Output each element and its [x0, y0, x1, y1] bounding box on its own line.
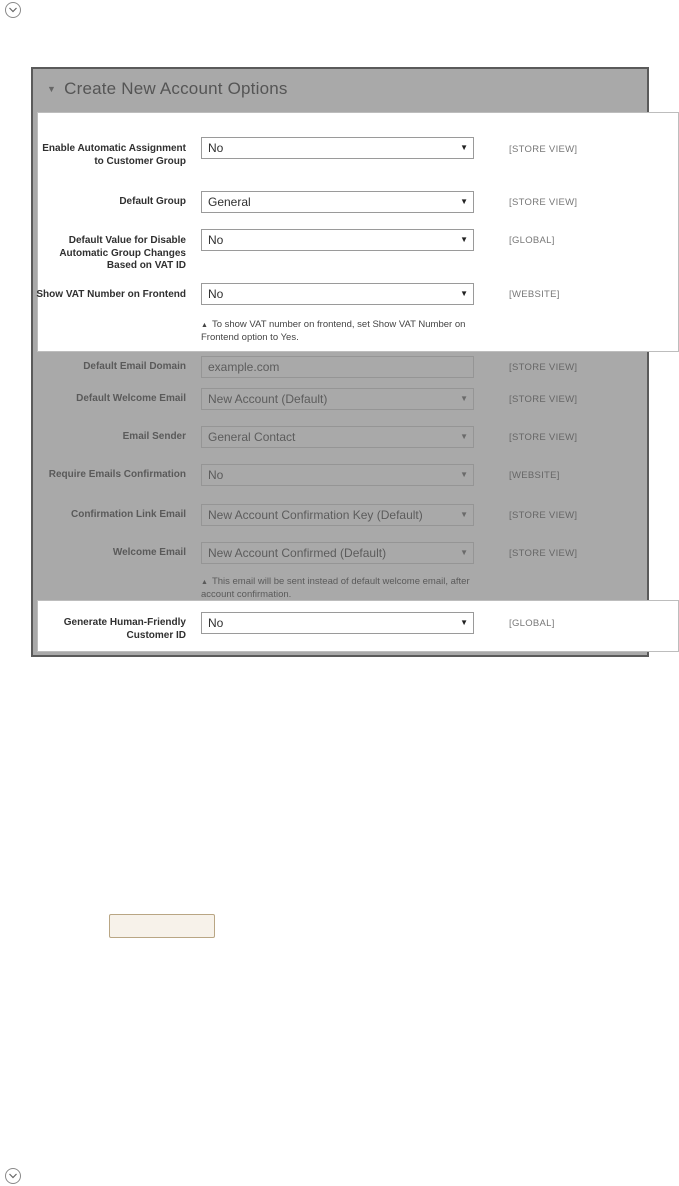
- scope-label: [STORE VIEW]: [509, 432, 578, 443]
- select-value: No: [208, 287, 224, 301]
- dropdown-arrow-icon: ▼: [460, 470, 468, 479]
- note-text: This email will be sent instead of default welcome email, after account confirmation.: [201, 576, 470, 600]
- scope-label: [STORE VIEW]: [509, 548, 578, 559]
- panel-header[interactable]: [47, 79, 288, 99]
- select-value: New Account Confirmed (Default): [208, 546, 387, 560]
- select-value: No: [208, 616, 224, 630]
- field-label: Confirmation Link Email: [70, 509, 186, 520]
- input-value: example.com: [208, 360, 280, 374]
- default-email-domain-input[interactable]: [201, 356, 474, 378]
- dropdown-arrow-icon: ▼: [460, 197, 468, 206]
- field-label: Enable Automatic Assignment to Customer Group: [42, 143, 186, 167]
- disable-group-changes-select[interactable]: [201, 229, 474, 251]
- scope-label: [STORE VIEW]: [509, 510, 578, 521]
- field-label: Default Email Domain: [83, 361, 186, 372]
- dropdown-arrow-icon: ▼: [460, 235, 468, 244]
- dropdown-arrow-icon: ▼: [460, 143, 468, 152]
- welcome-email-select[interactable]: [201, 542, 474, 564]
- scope-label: [STORE VIEW]: [509, 197, 578, 208]
- dropdown-arrow-icon: ▼: [460, 432, 468, 441]
- select-value: New Account Confirmation Key (Default): [208, 508, 423, 522]
- note-text: To show VAT number on frontend, set Show VAT Number on Frontend option to Yes.: [201, 319, 466, 343]
- confirmation-link-email-select[interactable]: [201, 504, 474, 526]
- select-value: General Contact: [208, 430, 296, 444]
- dropdown-arrow-icon: ▼: [460, 510, 468, 519]
- scope-label: [STORE VIEW]: [509, 394, 578, 405]
- show-vat-number-select[interactable]: [201, 283, 474, 305]
- small-button[interactable]: [109, 914, 215, 938]
- field-note: [201, 576, 481, 601]
- select-value: General: [208, 195, 251, 209]
- field-label: Require Emails Confirmation: [48, 469, 186, 480]
- scope-label: [STORE VIEW]: [509, 144, 578, 155]
- generate-human-friendly-id-select[interactable]: [201, 612, 474, 634]
- scope-label: [WEBSITE]: [509, 470, 560, 481]
- chevron-down-circle-icon[interactable]: [5, 1168, 21, 1184]
- field-label: Default Value for Disable Automatic Group Changes Based on VAT ID: [59, 235, 186, 271]
- field-label: Default Group: [119, 196, 186, 207]
- select-value: No: [208, 141, 224, 155]
- dropdown-arrow-icon: ▼: [460, 548, 468, 557]
- select-value: No: [208, 468, 224, 482]
- create-new-account-options-panel: [31, 67, 649, 657]
- collapse-triangle-icon: ▼: [47, 84, 57, 94]
- panel-title: Create New Account Options: [64, 79, 288, 98]
- select-value: New Account (Default): [208, 392, 328, 406]
- note-arrow-icon: ▲: [201, 322, 208, 329]
- scope-label: [GLOBAL]: [509, 235, 555, 246]
- field-label: Email Sender: [122, 431, 186, 442]
- select-value: No: [208, 233, 224, 247]
- scope-label: [GLOBAL]: [509, 618, 555, 629]
- field-label: Welcome Email: [112, 547, 186, 558]
- field-label: Generate Human-Friendly Customer ID: [63, 617, 186, 641]
- scope-label: [WEBSITE]: [509, 289, 560, 300]
- field-label: Show VAT Number on Frontend: [36, 289, 186, 300]
- default-welcome-email-select[interactable]: [201, 388, 474, 410]
- scope-label: [STORE VIEW]: [509, 362, 578, 373]
- dropdown-arrow-icon: ▼: [460, 394, 468, 403]
- enable-automatic-assignment-select[interactable]: [201, 137, 474, 159]
- chevron-down-circle-icon[interactable]: [5, 2, 21, 18]
- dropdown-arrow-icon: ▼: [460, 289, 468, 298]
- field-label: Default Welcome Email: [76, 393, 186, 404]
- dropdown-arrow-icon: ▼: [460, 618, 468, 627]
- default-group-select[interactable]: [201, 191, 474, 213]
- field-note: [201, 319, 481, 344]
- note-arrow-icon: ▲: [201, 579, 208, 586]
- require-emails-confirmation-select[interactable]: [201, 464, 474, 486]
- email-sender-select[interactable]: [201, 426, 474, 448]
